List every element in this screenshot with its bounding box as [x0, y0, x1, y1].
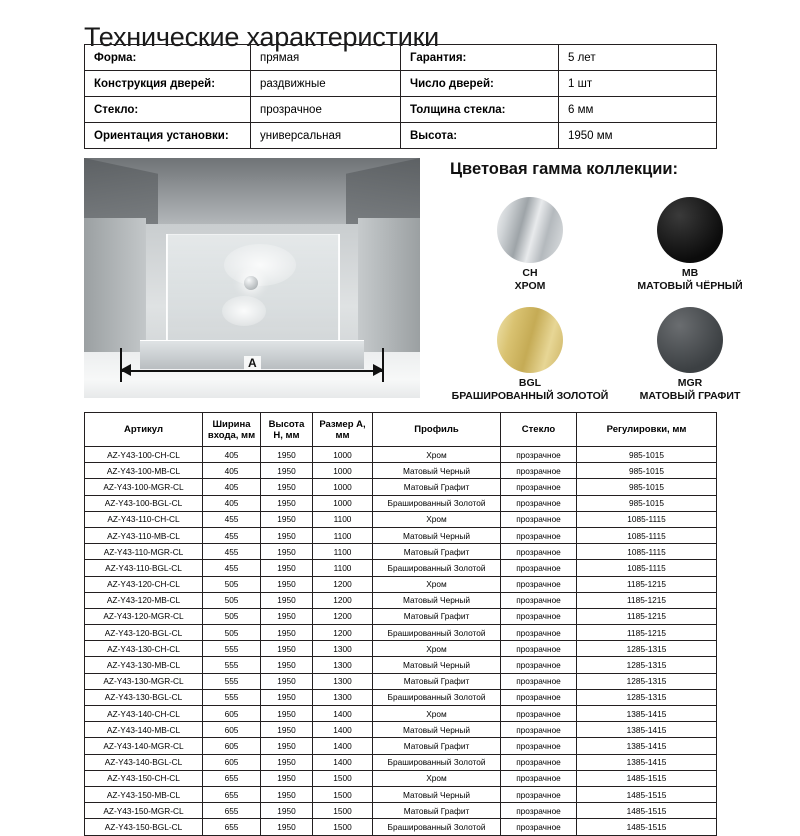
table-row [85, 447, 717, 463]
model-entry-width: 605 [203, 754, 261, 770]
model-article: AZ-Y43-130-MB-CL [85, 657, 203, 673]
model-glass: прозрачное [501, 722, 577, 738]
model-size-a: 1100 [313, 544, 373, 560]
model-glass: прозрачное [501, 576, 577, 592]
model-glass: прозрачное [501, 447, 577, 463]
model-profile: Брашированный Золотой [373, 689, 501, 705]
model-article: AZ-Y43-120-CH-CL [85, 576, 203, 592]
table-header-row [85, 413, 717, 447]
model-glass: прозрачное [501, 560, 577, 576]
table-row [85, 786, 717, 802]
model-glass: прозрачное [501, 544, 577, 560]
spec-value: 5 лет [559, 45, 717, 71]
model-entry-width: 555 [203, 673, 261, 689]
table-row [85, 738, 717, 754]
spec-label: Форма: [85, 45, 251, 71]
product-photo [84, 158, 420, 398]
model-size-a: 1500 [313, 786, 373, 802]
model-height: 1950 [261, 495, 313, 511]
model-article: AZ-Y43-150-BGL-CL [85, 819, 203, 835]
models-table-body [85, 447, 717, 836]
color-disc-icon [497, 307, 563, 373]
model-adjustments: 1085-1115 [577, 544, 717, 560]
color-swatch-grid [450, 197, 780, 417]
model-adjustments: 1085-1115 [577, 560, 717, 576]
model-glass: прозрачное [501, 608, 577, 624]
table-row [85, 527, 717, 543]
model-profile: Матовый Графит [373, 673, 501, 689]
model-glass: прозрачное [501, 657, 577, 673]
model-article: AZ-Y43-120-MGR-CL [85, 608, 203, 624]
model-glass: прозрачное [501, 786, 577, 802]
light-glow-lower [222, 296, 266, 326]
table-row [85, 706, 717, 722]
model-glass: прозрачное [501, 706, 577, 722]
model-height: 1950 [261, 819, 313, 835]
model-height: 1950 [261, 673, 313, 689]
model-height: 1950 [261, 527, 313, 543]
models-table-head [85, 413, 717, 447]
color-disc-icon [657, 197, 723, 263]
table-row [85, 495, 717, 511]
model-entry-width: 505 [203, 608, 261, 624]
color-swatch-bgl[interactable] [450, 307, 610, 417]
spec-value: раздвижные [251, 71, 401, 97]
color-code: CH [522, 267, 538, 279]
model-adjustments: 1085-1115 [577, 527, 717, 543]
model-adjustments: 1185-1215 [577, 576, 717, 592]
model-height: 1950 [261, 641, 313, 657]
model-glass: прозрачное [501, 641, 577, 657]
model-height: 1950 [261, 576, 313, 592]
model-height: 1950 [261, 706, 313, 722]
model-article: AZ-Y43-140-BGL-CL [85, 754, 203, 770]
spec-label: Высота: [401, 123, 559, 149]
model-glass: прозрачное [501, 754, 577, 770]
model-profile: Матовый Черный [373, 463, 501, 479]
spec-value: универсальная [251, 123, 401, 149]
model-size-a: 1300 [313, 641, 373, 657]
model-adjustments: 1285-1315 [577, 689, 717, 705]
models-table [84, 412, 717, 836]
model-adjustments: 1385-1415 [577, 722, 717, 738]
model-glass: прозрачное [501, 592, 577, 608]
model-glass: прозрачное [501, 527, 577, 543]
model-profile: Хром [373, 770, 501, 786]
shower-head-icon [244, 276, 258, 290]
model-height: 1950 [261, 786, 313, 802]
model-article: AZ-Y43-140-MB-CL [85, 722, 203, 738]
model-height: 1950 [261, 754, 313, 770]
color-disc-icon [657, 307, 723, 373]
model-height: 1950 [261, 592, 313, 608]
model-height: 1950 [261, 544, 313, 560]
model-glass: прозрачное [501, 803, 577, 819]
spec-value: 6 мм [559, 97, 717, 123]
model-height: 1950 [261, 560, 313, 576]
model-glass: прозрачное [501, 463, 577, 479]
model-profile: Матовый Графит [373, 544, 501, 560]
model-entry-width: 455 [203, 527, 261, 543]
model-size-a: 1100 [313, 511, 373, 527]
model-size-a: 1000 [313, 463, 373, 479]
color-palette-heading: Цветовая гамма коллекции: [450, 160, 679, 178]
model-size-a: 1200 [313, 625, 373, 641]
model-entry-width: 405 [203, 495, 261, 511]
model-height: 1950 [261, 738, 313, 754]
model-article: AZ-Y43-110-MGR-CL [85, 544, 203, 560]
table-row [85, 463, 717, 479]
model-entry-width: 455 [203, 544, 261, 560]
model-height: 1950 [261, 689, 313, 705]
column-header-entry-width: Ширина входа, мм [203, 413, 261, 447]
model-article: AZ-Y43-130-CH-CL [85, 641, 203, 657]
column-header-adjustments: Регулировки, мм [577, 413, 717, 447]
model-glass: прозрачное [501, 673, 577, 689]
table-row [85, 722, 717, 738]
model-profile: Матовый Черный [373, 527, 501, 543]
model-height: 1950 [261, 608, 313, 624]
dimension-arrow-right-icon [373, 364, 384, 376]
model-profile: Матовый Графит [373, 608, 501, 624]
model-article: AZ-Y43-120-MB-CL [85, 592, 203, 608]
model-adjustments: 985-1015 [577, 495, 717, 511]
model-article: AZ-Y43-120-BGL-CL [85, 625, 203, 641]
model-height: 1950 [261, 447, 313, 463]
model-glass: прозрачное [501, 770, 577, 786]
color-swatch-ch[interactable] [450, 197, 610, 307]
table-row [85, 511, 717, 527]
model-glass: прозрачное [501, 479, 577, 495]
model-profile: Хром [373, 447, 501, 463]
model-adjustments: 1485-1515 [577, 786, 717, 802]
model-article: AZ-Y43-130-MGR-CL [85, 673, 203, 689]
model-adjustments: 1185-1215 [577, 625, 717, 641]
model-entry-width: 405 [203, 479, 261, 495]
model-glass: прозрачное [501, 495, 577, 511]
column-header-glass: Стекло [501, 413, 577, 447]
table-row [85, 657, 717, 673]
model-article: AZ-Y43-110-BGL-CL [85, 560, 203, 576]
color-swatch-mgr[interactable] [610, 307, 770, 417]
model-adjustments: 985-1015 [577, 463, 717, 479]
model-profile: Матовый Графит [373, 738, 501, 754]
model-profile: Матовый Черный [373, 786, 501, 802]
color-name: ХРОМ [514, 280, 546, 292]
model-size-a: 1000 [313, 447, 373, 463]
model-entry-width: 455 [203, 511, 261, 527]
model-article: AZ-Y43-140-MGR-CL [85, 738, 203, 754]
model-profile: Хром [373, 511, 501, 527]
model-glass: прозрачное [501, 689, 577, 705]
model-entry-width: 555 [203, 657, 261, 673]
model-size-a: 1100 [313, 560, 373, 576]
model-entry-width: 605 [203, 706, 261, 722]
model-profile: Матовый Графит [373, 479, 501, 495]
model-size-a: 1400 [313, 754, 373, 770]
spec-label: Стекло: [85, 97, 251, 123]
model-article: AZ-Y43-140-CH-CL [85, 706, 203, 722]
color-code: MGR [677, 377, 703, 389]
model-size-a: 1400 [313, 738, 373, 754]
model-size-a: 1000 [313, 495, 373, 511]
table-row [85, 803, 717, 819]
model-article: AZ-Y43-110-MB-CL [85, 527, 203, 543]
model-entry-width: 555 [203, 641, 261, 657]
model-adjustments: 1185-1215 [577, 592, 717, 608]
table-row [85, 560, 717, 576]
table-row [85, 625, 717, 641]
model-size-a: 1000 [313, 479, 373, 495]
table-row [85, 819, 717, 835]
model-height: 1950 [261, 770, 313, 786]
model-entry-width: 505 [203, 576, 261, 592]
model-entry-width: 655 [203, 770, 261, 786]
spec-label: Толщина стекла: [401, 97, 559, 123]
color-name: МАТОВЫЙ ЧЁРНЫЙ [637, 280, 743, 292]
model-article: AZ-Y43-150-MGR-CL [85, 803, 203, 819]
model-adjustments: 1285-1315 [577, 641, 717, 657]
model-size-a: 1200 [313, 592, 373, 608]
model-article: AZ-Y43-150-CH-CL [85, 770, 203, 786]
model-profile: Брашированный Золотой [373, 819, 501, 835]
model-entry-width: 555 [203, 689, 261, 705]
page-title: Технические характеристики [84, 22, 440, 53]
spec-label: Гарантия: [401, 45, 559, 71]
model-entry-width: 405 [203, 463, 261, 479]
table-row [85, 689, 717, 705]
table-row [85, 641, 717, 657]
model-glass: прозрачное [501, 511, 577, 527]
model-profile: Матовый Черный [373, 592, 501, 608]
table-row [85, 770, 717, 786]
model-size-a: 1300 [313, 689, 373, 705]
model-entry-width: 405 [203, 447, 261, 463]
model-article: AZ-Y43-150-MB-CL [85, 786, 203, 802]
table-row [85, 97, 717, 123]
model-entry-width: 655 [203, 819, 261, 835]
model-profile: Брашированный Золотой [373, 625, 501, 641]
model-height: 1950 [261, 657, 313, 673]
model-article: AZ-Y43-130-BGL-CL [85, 689, 203, 705]
table-row [85, 576, 717, 592]
model-adjustments: 1285-1315 [577, 673, 717, 689]
model-adjustments: 1385-1415 [577, 738, 717, 754]
model-adjustments: 985-1015 [577, 447, 717, 463]
model-size-a: 1300 [313, 673, 373, 689]
model-profile: Хром [373, 706, 501, 722]
light-glow-upper [224, 244, 296, 286]
model-entry-width: 605 [203, 722, 261, 738]
model-entry-width: 455 [203, 560, 261, 576]
model-size-a: 1500 [313, 770, 373, 786]
model-article: AZ-Y43-100-CH-CL [85, 447, 203, 463]
model-profile: Матовый Черный [373, 722, 501, 738]
table-row [85, 673, 717, 689]
model-profile: Хром [373, 641, 501, 657]
spec-value: 1 шт [559, 71, 717, 97]
model-profile: Брашированный Золотой [373, 754, 501, 770]
model-adjustments: 1285-1315 [577, 657, 717, 673]
spec-value: прозрачное [251, 97, 401, 123]
model-entry-width: 655 [203, 803, 261, 819]
model-adjustments: 1385-1415 [577, 706, 717, 722]
spec-label: Ориентация установки: [85, 123, 251, 149]
specifications-body [85, 45, 717, 149]
model-size-a: 1400 [313, 706, 373, 722]
model-size-a: 1200 [313, 576, 373, 592]
model-profile: Матовый Графит [373, 803, 501, 819]
model-article: AZ-Y43-100-BGL-CL [85, 495, 203, 511]
table-row [85, 71, 717, 97]
model-profile: Хром [373, 576, 501, 592]
dimension-line [122, 370, 384, 372]
model-adjustments: 1485-1515 [577, 819, 717, 835]
color-palette-section [450, 160, 780, 417]
model-article: AZ-Y43-100-MGR-CL [85, 479, 203, 495]
model-entry-width: 505 [203, 592, 261, 608]
table-row [85, 754, 717, 770]
model-entry-width: 605 [203, 738, 261, 754]
table-row [85, 592, 717, 608]
spec-value: прямая [251, 45, 401, 71]
model-article: AZ-Y43-100-MB-CL [85, 463, 203, 479]
table-row [85, 45, 717, 71]
model-entry-width: 505 [203, 625, 261, 641]
column-header-article: Артикул [85, 413, 203, 447]
model-profile: Брашированный Золотой [373, 495, 501, 511]
model-size-a: 1500 [313, 803, 373, 819]
color-disc-icon [497, 197, 563, 263]
model-height: 1950 [261, 463, 313, 479]
spec-label: Конструкция дверей: [85, 71, 251, 97]
model-height: 1950 [261, 722, 313, 738]
model-glass: прозрачное [501, 819, 577, 835]
spec-label: Число дверей: [401, 71, 559, 97]
model-adjustments: 1485-1515 [577, 770, 717, 786]
model-article: AZ-Y43-110-CH-CL [85, 511, 203, 527]
color-swatch-mb[interactable] [610, 197, 770, 307]
specifications-table [84, 44, 717, 149]
dimension-label: A [244, 356, 261, 370]
model-height: 1950 [261, 479, 313, 495]
model-size-a: 1400 [313, 722, 373, 738]
model-adjustments: 1485-1515 [577, 803, 717, 819]
model-adjustments: 1385-1415 [577, 754, 717, 770]
column-header-profile: Профиль [373, 413, 501, 447]
model-height: 1950 [261, 803, 313, 819]
model-glass: прозрачное [501, 625, 577, 641]
model-size-a: 1300 [313, 657, 373, 673]
spec-value: 1950 мм [559, 123, 717, 149]
dimension-arrow-left-icon [120, 364, 131, 376]
model-adjustments: 1185-1215 [577, 608, 717, 624]
model-size-a: 1200 [313, 608, 373, 624]
model-entry-width: 655 [203, 786, 261, 802]
model-glass: прозрачное [501, 738, 577, 754]
model-adjustments: 1085-1115 [577, 511, 717, 527]
table-row [85, 123, 717, 149]
color-code: BGL [518, 377, 542, 389]
table-row [85, 544, 717, 560]
column-header-size-a: Размер А, мм [313, 413, 373, 447]
model-profile: Брашированный Золотой [373, 560, 501, 576]
table-row [85, 608, 717, 624]
model-size-a: 1100 [313, 527, 373, 543]
column-header-height: Высота H, мм [261, 413, 313, 447]
model-height: 1950 [261, 625, 313, 641]
model-profile: Матовый Черный [373, 657, 501, 673]
model-height: 1950 [261, 511, 313, 527]
table-row [85, 479, 717, 495]
color-code: MB [681, 267, 699, 279]
model-size-a: 1500 [313, 819, 373, 835]
model-adjustments: 985-1015 [577, 479, 717, 495]
color-name: МАТОВЫЙ ГРАФИТ [639, 390, 741, 402]
color-name: БРАШИРОВАННЫЙ ЗОЛОТОЙ [451, 390, 609, 402]
